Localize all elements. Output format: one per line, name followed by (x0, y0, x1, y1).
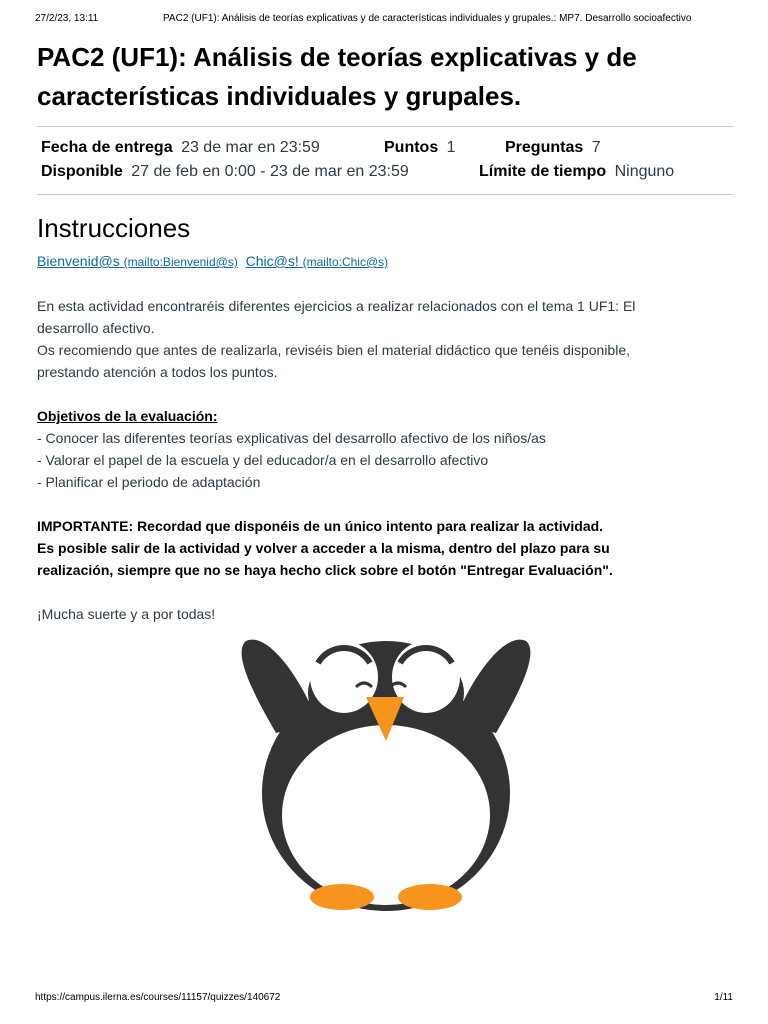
important-line-2: Es posible salir de la actividad y volver a acceder a la misma, dentro del plazo para su (37, 540, 610, 556)
link-bienvenidos-text: Bienvenid@s (37, 253, 120, 269)
points (384, 136, 456, 160)
intro-line-4: prestando atención a todos los puntos. (37, 364, 278, 380)
intro-line-1: En esta actividad encontraréis diferentes ejercicios a realizar relacionados con el tema 1 UF1: El (37, 298, 636, 314)
penguin-illustration (218, 635, 554, 915)
due-date-value: 23 de mar en 23:59 (181, 139, 320, 156)
quiz-details (37, 127, 733, 195)
availability-label: Disponible (41, 163, 123, 180)
closing-text: ¡Mucha suerte y a por todas! (37, 606, 216, 622)
important-line-1: IMPORTANTE: Recordad que disponéis de un único intento para realizar la actividad. (37, 518, 604, 534)
questions-label: Preguntas (505, 139, 584, 156)
points-label: Puntos (384, 139, 439, 156)
link-chicos-text: Chic@s! (245, 253, 299, 269)
intro-line-2: desarrollo afectivo. (37, 320, 155, 336)
print-url: https://campus.ilerna.es/courses/11157/quizzes/140672 (35, 992, 281, 1003)
questions-value: 7 (591, 139, 601, 156)
intro-line-3: Os recomiendo que antes de realizarla, reviséis bien el material didáctico que tenéis disponible, (37, 342, 630, 358)
page-title: PAC2 (UF1): Análisis de teorías explicativas y de características individuales y grupales. (37, 38, 733, 127)
availability (41, 160, 409, 184)
time-limit-label: Límite de tiempo (479, 163, 607, 180)
time-limit (479, 160, 674, 184)
print-document-title: PAC2 (UF1): Análisis de teorías explicativas y de características individuales y grupales.: MP7. Desarrollo socioafectivo (163, 13, 692, 24)
important-line-3: realización, siempre que no se haya hecho click sobre el botón "Entregar Evaluación". (37, 562, 613, 578)
quiz-content (37, 38, 733, 625)
objectives-heading: Objetivos de la evaluación: (37, 408, 218, 424)
print-header (35, 13, 733, 27)
objective-item: - Valorar el papel de la escuela y del educador/a en el desarrollo afectivo (37, 452, 489, 468)
quiz-details-row-2 (41, 160, 733, 184)
points-value: 1 (446, 139, 456, 156)
questions (505, 136, 601, 160)
quiz-details-row-1 (41, 136, 733, 160)
page-number: 1/11 (714, 992, 733, 1003)
greeting-links (37, 250, 733, 273)
link-bienvenidos[interactable] (37, 253, 238, 269)
due-date-label: Fecha de entrega (41, 139, 173, 156)
time-limit-value: Ninguno (614, 163, 675, 180)
objective-item: - Conocer las diferentes teorías explicativas del desarrollo afectivo de los niños/as (37, 430, 546, 446)
instructions-body (37, 250, 733, 625)
objective-item: - Planificar el periodo de adaptación (37, 474, 261, 490)
due-date (41, 136, 320, 160)
link-chicos[interactable] (246, 253, 389, 269)
availability-value: 27 de feb en 0:00 - 23 de mar en 23:59 (131, 163, 409, 180)
instructions-heading: Instrucciones (37, 213, 191, 243)
link-bienvenidos-mailto: (mailto:Bienvenid@s) (123, 255, 238, 269)
print-footer (35, 992, 733, 1006)
link-chicos-mailto: (mailto:Chic@s) (302, 255, 389, 269)
print-date: 27/2/23, 13:11 (35, 13, 99, 24)
